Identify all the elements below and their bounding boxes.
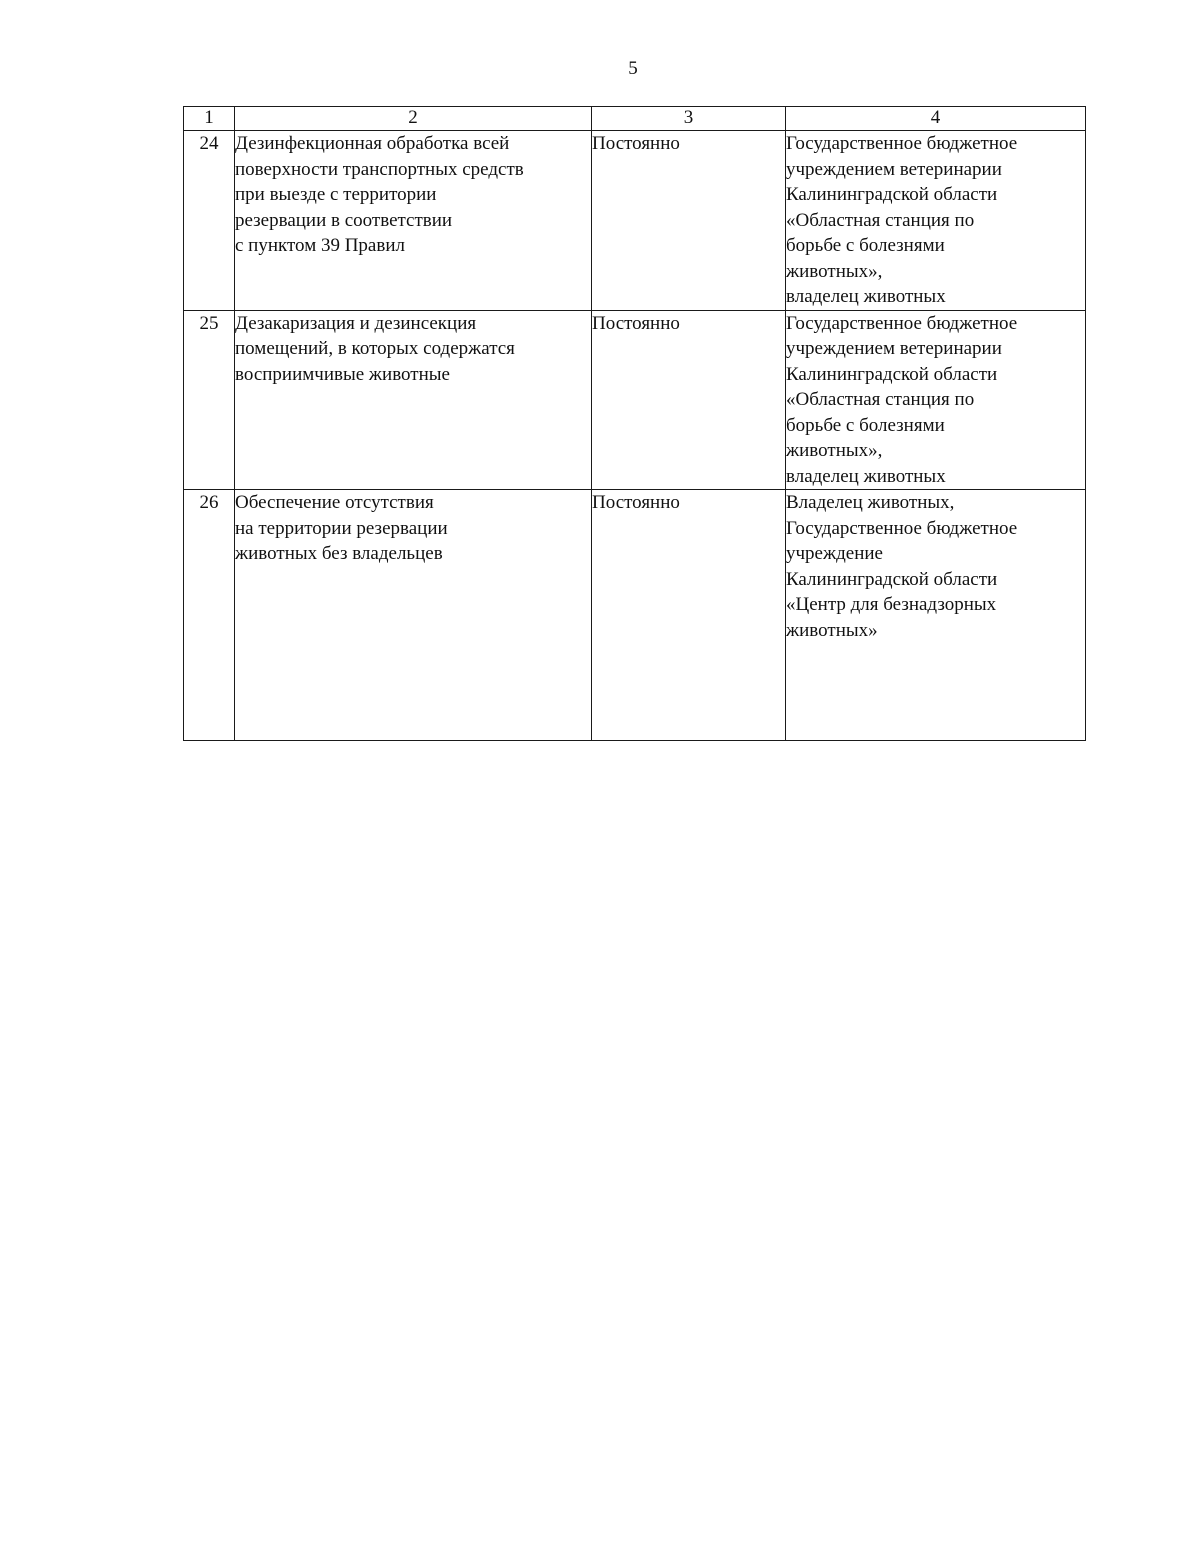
row-number: 25 [184, 310, 235, 490]
responsible-line: Государственное бюджетное [786, 133, 1018, 154]
period-cell: Постоянно [592, 310, 786, 490]
responsible-line: учреждение [786, 543, 883, 564]
measure-line: Дезинфекционная обработка всей [235, 133, 510, 154]
responsible-line: Калининградской области [786, 363, 998, 385]
measure-line: восприимчивые животные [235, 363, 450, 385]
measure-line: помещений, в которых содержатся [235, 338, 515, 359]
responsible-cell [786, 490, 1086, 741]
period-cell: Постоянно [592, 131, 786, 311]
measure-line: Дезакаризация и дезинсекция [235, 312, 477, 334]
measure-line: на территории резервации [235, 517, 448, 539]
table-row [184, 131, 1086, 311]
table-header-row [184, 107, 1086, 131]
table-row [184, 310, 1086, 490]
responsible-line: животных», [786, 440, 883, 461]
responsible-line: Владелец животных, [786, 492, 955, 513]
responsible-line: Государственное бюджетное [786, 517, 1018, 539]
responsible-line: «Областная станция по [786, 389, 975, 410]
responsible-line: борьбе с болезнями [786, 414, 945, 436]
table-row [184, 490, 1086, 741]
measure-line: животных без владельцев [235, 543, 443, 564]
row-number: 24 [184, 131, 235, 311]
measure-cell [235, 310, 592, 490]
responsible-line: животных», [786, 260, 883, 282]
measure-line: Обеспечение отсутствия [235, 492, 434, 513]
responsible-line: Калининградской области [786, 184, 998, 205]
responsible-line: Калининградской области [786, 568, 998, 590]
measure-line: при выезде с территории [235, 184, 437, 205]
page-number: 5 [628, 58, 638, 79]
column-header: 1 [184, 107, 235, 131]
period-cell: Постоянно [592, 490, 786, 741]
measure-cell [235, 490, 592, 741]
column-header: 4 [786, 107, 1086, 131]
responsible-cell [786, 131, 1086, 311]
responsible-line: борьбе с болезнями [786, 235, 945, 256]
responsible-line: владелец животных [786, 465, 946, 487]
responsible-line: животных» [786, 619, 878, 641]
responsible-cell [786, 310, 1086, 490]
column-header: 3 [592, 107, 786, 131]
measure-cell [235, 131, 592, 311]
responsible-line: учреждением ветеринарии [786, 158, 1002, 180]
responsible-line: «Центр для безнадзорных [786, 594, 997, 615]
responsible-line: владелец животных [786, 286, 946, 307]
measure-line: резервации в соответствии [235, 209, 453, 231]
measure-line: с пунктом 39 Правил [235, 235, 405, 256]
responsible-line: «Областная станция по [786, 209, 975, 231]
measure-line: поверхности транспортных средств [235, 158, 524, 180]
responsible-line: учреждением ветеринарии [786, 338, 1002, 359]
measures-table [183, 106, 1086, 741]
responsible-line: Государственное бюджетное [786, 312, 1018, 334]
column-header: 2 [235, 107, 592, 131]
row-number: 26 [184, 490, 235, 741]
